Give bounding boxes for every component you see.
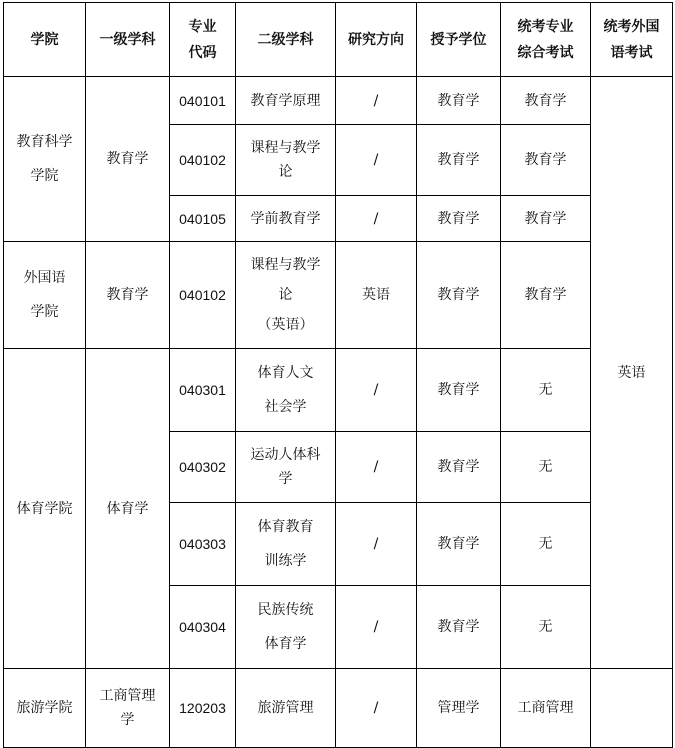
code-cell: 040102 (170, 242, 236, 349)
table-row (4, 242, 673, 349)
header-row (4, 3, 673, 77)
second-level-cell: 课程与教学 论 （英语） (236, 242, 336, 349)
header-degree: 授予学位 (417, 3, 501, 77)
direction-cell: / (336, 586, 417, 669)
exam-foreign-empty-cell (591, 669, 673, 748)
direction-cell: / (336, 503, 417, 586)
first-level-cell: 体育学 (86, 349, 170, 669)
direction-cell: / (336, 125, 417, 196)
exam-major-cell: 教育学 (501, 242, 591, 349)
code-cell: 040105 (170, 196, 236, 242)
degree-cell: 教育学 (417, 196, 501, 242)
degree-cell: 教育学 (417, 586, 501, 669)
degree-cell: 教育学 (417, 242, 501, 349)
header-code: 专业 代码 (170, 3, 236, 77)
table-row (4, 349, 673, 432)
table-body (4, 77, 673, 748)
code-cell: 040102 (170, 125, 236, 196)
degree-cell: 教育学 (417, 77, 501, 125)
direction-cell: / (336, 196, 417, 242)
degree-cell: 管理学 (417, 669, 501, 748)
header-exam-foreign: 统考外国 语考试 (591, 3, 673, 77)
direction-cell: / (336, 77, 417, 125)
exam-major-cell: 无 (501, 349, 591, 432)
second-level-cell: 学前教育学 (236, 196, 336, 242)
table-row (4, 77, 673, 125)
header-first-level: 一级学科 (86, 3, 170, 77)
code-cell: 040301 (170, 349, 236, 432)
direction-cell: / (336, 349, 417, 432)
header-second-level: 二级学科 (236, 3, 336, 77)
second-level-cell: 旅游管理 (236, 669, 336, 748)
degree-cell: 教育学 (417, 349, 501, 432)
second-level-cell: 体育人文 社会学 (236, 349, 336, 432)
direction-cell: / (336, 432, 417, 503)
code-cell: 040303 (170, 503, 236, 586)
first-level-cell: 工商管理 学 (86, 669, 170, 748)
second-level-cell: 教育学原理 (236, 77, 336, 125)
exam-major-cell: 教育学 (501, 196, 591, 242)
second-level-cell: 运动人体科 学 (236, 432, 336, 503)
degree-cell: 教育学 (417, 432, 501, 503)
code-cell: 040304 (170, 586, 236, 669)
exam-major-cell: 工商管理 (501, 669, 591, 748)
exam-major-cell: 无 (501, 432, 591, 503)
college-cell: 旅游学院 (4, 669, 86, 748)
college-cell: 体育学院 (4, 349, 86, 669)
second-level-cell: 课程与教学 论 (236, 125, 336, 196)
exam-foreign-cell: 英语 (591, 77, 673, 669)
second-level-cell: 体育教育 训练学 (236, 503, 336, 586)
header-direction: 研究方向 (336, 3, 417, 77)
exam-major-cell: 教育学 (501, 77, 591, 125)
degree-cell: 教育学 (417, 503, 501, 586)
header-college: 学院 (4, 3, 86, 77)
first-level-cell: 教育学 (86, 77, 170, 242)
exam-major-cell: 无 (501, 586, 591, 669)
discipline-table (3, 2, 673, 748)
exam-major-cell: 无 (501, 503, 591, 586)
table-row (4, 669, 673, 748)
direction-cell: 英语 (336, 242, 417, 349)
code-cell: 040302 (170, 432, 236, 503)
direction-cell: / (336, 669, 417, 748)
code-cell: 120203 (170, 669, 236, 748)
exam-major-cell: 教育学 (501, 125, 591, 196)
college-cell: 教育科学 学院 (4, 77, 86, 242)
degree-cell: 教育学 (417, 125, 501, 196)
header-exam-major: 统考专业 综合考试 (501, 3, 591, 77)
college-cell: 外国语 学院 (4, 242, 86, 349)
code-cell: 040101 (170, 77, 236, 125)
first-level-cell: 教育学 (86, 242, 170, 349)
second-level-cell: 民族传统 体育学 (236, 586, 336, 669)
